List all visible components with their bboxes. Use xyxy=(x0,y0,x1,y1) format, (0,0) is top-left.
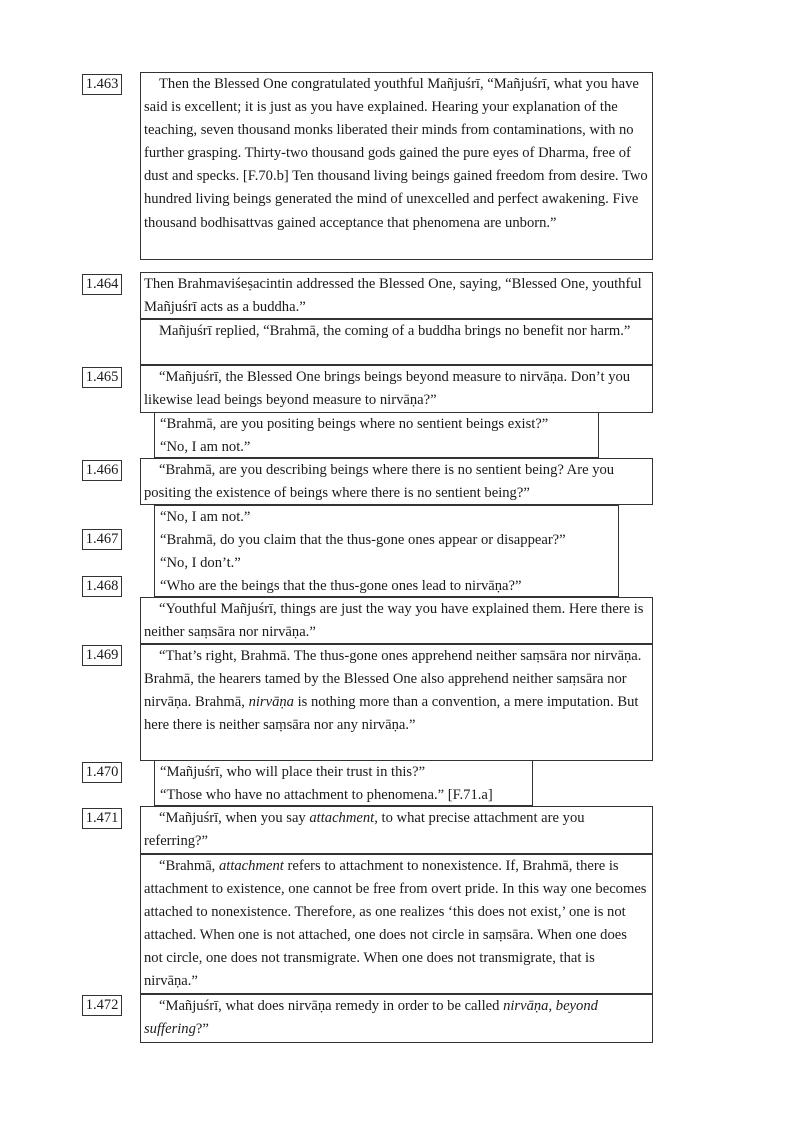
paragraph-number: 1.467 xyxy=(82,529,122,550)
paragraph-text xyxy=(144,807,649,853)
paragraph-block xyxy=(140,72,653,260)
paragraph-text: “Brahmā, are you describing beings where there is no sentient being? Are you positing the existence of beings where there is no sentient being?” xyxy=(144,462,615,502)
italic-term: attachment xyxy=(218,858,284,874)
paragraph-number: 1.471 xyxy=(82,808,122,829)
italic-term: attachment xyxy=(309,810,375,826)
paragraph-text xyxy=(144,855,649,994)
paragraph-number: 1.465 xyxy=(82,367,122,388)
paragraph-number: 1.468 xyxy=(82,576,122,597)
paragraph-text: “Youthful Mañjuśrī, things are just the way you have explained them. Here there is neither saṃsāra nor nirvāṇa.” xyxy=(144,601,644,641)
paragraph-block xyxy=(140,365,653,413)
paragraph-text: Then the Blessed One congratulated youthful Mañjuśrī, “Mañjuśrī, what you have said is excellent; it is just as you have explained. Hearing your explanation of the teaching, seven thousand monks liberated their minds from contaminations, with no further grasping. Thirty-two thousand gods gained the pure eyes of Dharma, free of dust and specks. [F.70.b] Ten thousand living beings gained freedom from desire. Two hundred living beings generated the mind of unexcelled and perfect awakening. Five thousand bodhisattvas gained acceptance that phenomena are unborn.” xyxy=(144,76,648,231)
text-segment: , to what precise attachment are you referring?” xyxy=(144,810,585,850)
text-segment: “Mañjuśrī, when you say xyxy=(159,810,310,826)
text-segment: , xyxy=(548,998,556,1014)
paragraph-block xyxy=(154,412,599,458)
italic-term: nirvāṇa xyxy=(248,694,294,711)
paragraph-number: 1.470 xyxy=(82,762,122,783)
paragraph-text: Then Brahmaviśeṣacintin addressed the Blessed One, saying, “Blessed One, youthful Mañjuśrī acts as a buddha.” xyxy=(144,276,642,316)
italic-term: nirvāṇa xyxy=(503,998,549,1014)
text-segment: refers to attachment to nonexistence. If, Brahmā, there is attachment to existence, one cannot be free from overt pride. In this way one becomes attached to nonexistence. Therefore, as one realizes ‘this does not exist,’ one is not attached. When one is not attached, one does not circle in saṃsāra. When one does not circle, one does not transmigrate. When one does not transmigrate, that is nirvāṇa.” xyxy=(144,858,647,990)
text-segment: ?” xyxy=(195,1021,209,1038)
paragraph-text: “Brahmā, are you positing beings where no sentient beings exist?” xyxy=(160,416,549,432)
paragraph-number: 1.463 xyxy=(82,74,122,95)
text-segment: “Mañjuśrī, what does nirvāṇa remedy in order to be called xyxy=(159,998,504,1014)
paragraph-block xyxy=(140,319,653,365)
paragraph-block xyxy=(140,458,653,505)
paragraph-text: “Mañjuśrī, the Blessed One brings beings beyond measure to nirvāṇa. Don’t you likewise lead beings beyond measure to nirvāṇa?” xyxy=(144,369,631,409)
paragraph-number: 1.464 xyxy=(82,274,122,295)
paragraph-block xyxy=(140,994,653,1043)
paragraph-number: 1.469 xyxy=(82,645,122,666)
text-segment: “Brahmā, xyxy=(159,858,219,874)
paragraph-block xyxy=(154,505,619,597)
paragraph-text: “Who are the beings that the thus-gone ones lead to nirvāṇa?” xyxy=(160,578,522,595)
paragraph-text: “No, I am not.” xyxy=(160,439,251,456)
paragraph-block xyxy=(140,272,653,319)
paragraph-text: “Those who have no attachment to phenomena.” [F.71.a] xyxy=(160,787,493,804)
italic-term: beyond suffering xyxy=(144,998,598,1038)
paragraph-block xyxy=(140,806,653,854)
text-segment: is nothing more than a convention, a mere imputation. But here there is neither saṃsāra nor any nirvāṇa.” xyxy=(144,694,639,734)
paragraph-text: “No, I am not.” xyxy=(160,509,251,525)
paragraph-text: “Mañjuśrī, who will place their trust in this?” xyxy=(160,764,426,780)
paragraph-number: 1.466 xyxy=(82,460,122,481)
paragraph-text: “No, I don’t.” xyxy=(160,555,241,572)
paragraph-block xyxy=(140,854,653,994)
paragraph-number: 1.472 xyxy=(82,995,122,1016)
paragraph-block xyxy=(154,760,533,806)
paragraph-text xyxy=(144,995,649,1041)
paragraph-block xyxy=(140,597,653,644)
paragraph-text: Mañjuśrī replied, “Brahmā, the coming of a buddha brings no benefit nor harm.” xyxy=(159,323,631,339)
paragraph-block xyxy=(140,644,653,761)
paragraph-text xyxy=(144,645,649,737)
paragraph-text: “Brahmā, do you claim that the thus-gone ones appear or disappear?” xyxy=(160,532,566,549)
text-segment: “That’s right, Brahmā. The thus-gone ones apprehend neither saṃsāra nor nirvāṇa. Brahmā, the hearers tamed by the Blessed One also apprehend neither saṃsāra nor nirvāṇa. Brahmā, xyxy=(144,648,642,711)
